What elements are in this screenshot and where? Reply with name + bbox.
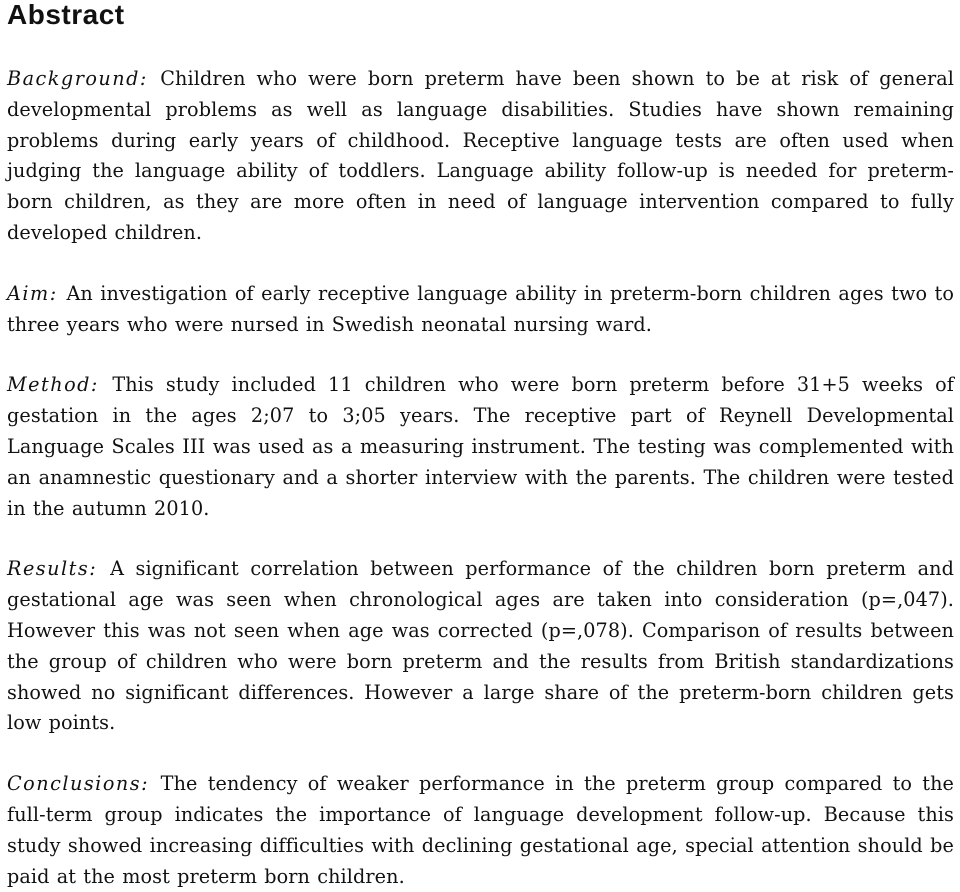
abstract-section-results (7, 554, 954, 739)
section-text-method: This study included 11 children who were born preterm before 31+5 weeks of gestation in the ages 2;07 to 3;05 years. The receptive part of Reynell Developmental Language Scales III was used as a measuring instrument. The testing was complemented with an anamnestic questionary and a shorter interview with the parents. The children were tested in the autumn 2010. (7, 373, 955, 520)
abstract-section-aim (7, 279, 954, 341)
section-text-aim: An investigation of early receptive language ability in preterm-born children ages two to three years who were nursed in Swedish neonatal nursing ward. (7, 281, 954, 336)
abstract-section-conclusions (7, 769, 954, 892)
abstract-section-method (7, 370, 954, 524)
abstract-section-background (7, 64, 954, 249)
abstract-heading: Abstract (7, 0, 125, 30)
section-label-results: Results: (7, 557, 111, 581)
section-label-background: Background: (7, 67, 161, 90)
section-text-conclusions: The tendency of weaker performance in the preterm group compared to the full-term group indicates the importance of language development follow-up. Because this study showed increasing difficulties with declining gestational age, special attention should be paid at the most preterm born children. (7, 772, 954, 888)
section-label-method: Method: (7, 373, 113, 397)
section-text-results: A significant correlation between performance of the children born preterm and gestational age was seen when chronological ages are taken into consideration (p=,047). However this was not seen when age was corrected (p=,078). Comparison of results between the group of children who were born preterm and the results from British standardizations showed no significant differences. However a large share of the preterm-born children gets low points. (7, 557, 955, 735)
section-label-aim: Aim: (7, 281, 67, 305)
section-label-conclusions: Conclusions: (7, 772, 161, 796)
section-text-background: Children who were born preterm have been shown to be at risk of general developmental problems as well as language disabilities. Studies have shown remaining problems during early years of childhood. Receptive language tests are often used when judging the language ability of toddlers. Language ability follow-up is needed for preterm-born children, as they are more often in need of language intervention compared to fully developed children. (7, 67, 954, 244)
